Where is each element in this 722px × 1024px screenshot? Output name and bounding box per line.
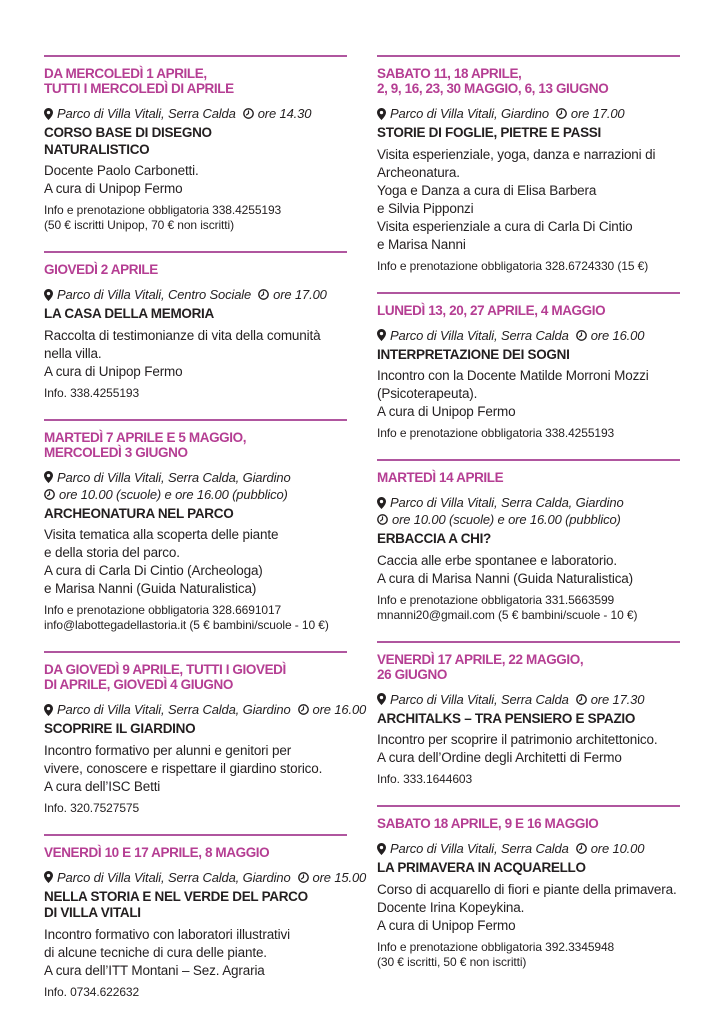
clock-icon [556, 108, 567, 119]
event-description [44, 926, 347, 980]
clock-icon [298, 704, 309, 715]
date-line: GIOVEDÌ 2 APRILE [44, 262, 158, 277]
meta-text: ore 17.30 [590, 691, 645, 707]
meta-text: ore 16.00 [312, 702, 367, 717]
date-line: SABATO 11, 18 APRILE, [377, 66, 522, 81]
location-pin-icon [44, 471, 53, 483]
description-line: Visita esperienziale, yoga, danza e narrazioni di [377, 146, 656, 162]
location-pin-icon [44, 289, 53, 301]
event-meta [44, 105, 347, 122]
location-pin-icon [377, 329, 386, 341]
event-description [44, 327, 347, 381]
title-line: NELLA STORIA E NEL VERDE DEL PARCO [44, 888, 308, 904]
meta-segment [377, 511, 621, 528]
meta-segment [377, 494, 624, 511]
event-date-heading [377, 303, 680, 318]
event-meta [377, 840, 680, 857]
clock-icon [377, 514, 388, 525]
event-meta-line [44, 869, 367, 886]
event-block [377, 55, 680, 292]
meta-text: ore 16.00 [590, 327, 645, 343]
event-title [377, 531, 680, 548]
date-line: 2, 9, 16, 23, 30 MAGGIO, 6, 13 GIUGNO [377, 81, 609, 96]
description-line: vivere, conoscere e rispettare il giardino storico. [44, 760, 323, 776]
date-line: VENERDÌ 10 E 17 APRILE, 8 MAGGIO [44, 844, 270, 860]
meta-segment [258, 286, 327, 303]
event-meta [44, 869, 367, 886]
event-block [44, 834, 367, 1018]
event-meta-line [44, 286, 347, 303]
description-line: Archeonatura. [377, 164, 460, 180]
meta-text: ore 17.00 [273, 287, 327, 302]
clock-icon [258, 289, 269, 300]
meta-segment [576, 691, 645, 708]
date-line: MARTEDÌ 14 APRILE [377, 470, 504, 485]
description-line: Caccia alle erbe spontanee e laboratorio. [377, 552, 618, 568]
title-line: ARCHEONATURA NEL PARCO [44, 505, 234, 521]
event-block [44, 55, 347, 251]
event-meta-line [44, 486, 347, 503]
location-pin-icon [377, 693, 386, 705]
description-line: A cura di Unipop Fermo [377, 404, 516, 419]
title-line: DI VILLA VITALI [44, 905, 141, 920]
description-line: A cura di Unipop Fermo [44, 181, 183, 196]
meta-segment [44, 701, 291, 718]
event-date-heading [377, 652, 680, 682]
description-line: Docente Irina Kopeykina. [377, 899, 525, 915]
meta-text: ore 10.00 (scuole) e ore 16.00 (pubblico) [59, 486, 288, 502]
meta-segment [576, 327, 645, 344]
event-date-heading [44, 430, 347, 460]
meta-segment [298, 701, 367, 718]
event-meta-line [377, 691, 680, 708]
description-line: (Psicoterapeuta). [377, 386, 478, 401]
event-meta-line [377, 494, 680, 511]
meta-text: Parco di Villa Vitali, Serra Calda [390, 327, 569, 343]
event-title [377, 125, 680, 142]
event-date-heading [44, 66, 347, 96]
title-line: ARCHITALKS – TRA PENSIERO E SPAZIO [377, 710, 636, 726]
meta-segment [298, 869, 367, 886]
date-line: MERCOLEDÌ 3 GIUGNO [44, 444, 188, 460]
description-line: e Marisa Nanni (Guida Naturalistica) [44, 581, 257, 596]
event-title [377, 860, 680, 877]
info-line: Info. 320.7527575 [44, 800, 140, 815]
event-block [44, 419, 347, 652]
meta-text: Parco di Villa Vitali, Serra Calda, Giardino [57, 869, 291, 885]
meta-text: ore 10.00 [590, 841, 645, 856]
event-meta-line [377, 105, 680, 122]
event-info [44, 801, 347, 816]
info-line: Info. 338.4255193 [44, 385, 140, 400]
description-line: e della storia del parco. [44, 545, 180, 560]
event-block [377, 805, 680, 988]
date-line: LUNEDÌ 13, 20, 27 APRILE, 4 MAGGIO [377, 302, 606, 318]
meta-text: Parco di Villa Vitali, Giardino [390, 106, 549, 121]
event-info [44, 603, 347, 633]
description-line: nella villa. [44, 345, 102, 361]
date-line: SABATO 18 APRILE, 9 E 16 MAGGIO [377, 816, 599, 831]
info-line: Info e prenotazione obbligatoria 328.6691017 [44, 603, 282, 617]
meta-text: Parco di Villa Vitali, Centro Sociale [57, 287, 252, 302]
clock-icon [243, 108, 254, 119]
date-line: VENERDÌ 17 APRILE, 22 MAGGIO, [377, 651, 584, 667]
column-right [377, 55, 680, 1018]
meta-segment [576, 840, 645, 857]
event-meta [377, 691, 680, 708]
location-pin-icon [377, 108, 386, 120]
event-meta-line [44, 469, 347, 486]
event-info [377, 426, 680, 441]
event-block [377, 641, 680, 806]
event-date-heading [44, 262, 347, 277]
location-pin-icon [44, 108, 53, 120]
event-block [44, 251, 347, 419]
event-meta-line [44, 105, 347, 122]
event-description [377, 552, 680, 588]
meta-text: Parco di Villa Vitali, Serra Calda, Giardino [57, 469, 291, 485]
event-description [377, 146, 680, 254]
event-date-heading [377, 66, 680, 96]
event-meta-line [377, 511, 680, 528]
title-line: NATURALISTICO [44, 141, 150, 157]
info-line: (50 € iscritti Unipop, 70 € non iscritti) [44, 218, 234, 232]
meta-text: Parco di Villa Vitali, Serra Calda, Giardino [390, 495, 624, 510]
location-pin-icon [377, 843, 386, 855]
event-date-heading [377, 816, 680, 831]
description-line: e Marisa Nanni [377, 236, 466, 252]
clock-icon [576, 694, 587, 705]
description-line: Incontro formativo per alunni e genitori per [44, 742, 292, 758]
info-line: Info. 0734.622632 [44, 984, 140, 999]
description-line: A cura di Marisa Nanni (Guida Naturalistica) [377, 570, 634, 586]
info-line: Info. 333.1644603 [377, 772, 473, 786]
description-line: A cura di Unipop Fermo [377, 917, 516, 933]
description-line: A cura di Carla Di Cintio (Archeologa) [44, 563, 263, 578]
info-line: (30 € iscritti, 50 € non iscritti) [377, 954, 527, 969]
meta-segment [377, 327, 569, 344]
event-description [44, 526, 347, 598]
event-description [377, 881, 680, 935]
description-line: e Silvia Pipponzi [377, 200, 474, 216]
event-title [377, 347, 680, 364]
date-line: MARTEDÌ 7 APRILE E 5 MAGGIO, [44, 429, 247, 445]
description-line: A cura dell’ITT Montani – Sez. Agraria [44, 962, 265, 978]
info-line: Info e prenotazione obbligatoria 338.4255193 [377, 426, 615, 440]
title-line: CORSO BASE DI DISEGNO [44, 125, 212, 140]
meta-text: Parco di Villa Vitali, Serra Calda, Giardino [57, 702, 291, 717]
event-meta [44, 469, 347, 503]
event-info [377, 940, 680, 970]
title-line: STORIE DI FOGLIE, PIETRE E PASSI [377, 125, 601, 140]
info-line: Info e prenotazione obbligatoria 392.3345948 [377, 939, 615, 954]
meta-segment [44, 486, 288, 503]
meta-text: Parco di Villa Vitali, Serra Calda [390, 841, 569, 856]
meta-text: ore 10.00 (scuole) e ore 16.00 (pubblico) [392, 512, 621, 527]
event-meta [377, 494, 680, 528]
meta-segment [243, 105, 312, 122]
meta-segment [377, 691, 569, 708]
meta-segment [377, 105, 549, 122]
event-meta-line [377, 840, 680, 857]
event-date-heading [44, 845, 347, 860]
date-line: DA MERCOLEDÌ 1 APRILE, [44, 66, 207, 81]
title-line: SCOPRIRE IL GIARDINO [44, 721, 196, 736]
meta-text: ore 17.00 [570, 106, 625, 121]
description-line: A cura dell’ISC Betti [44, 778, 161, 794]
meta-segment [556, 105, 625, 122]
event-block [44, 651, 367, 834]
event-info [44, 203, 347, 233]
meta-segment [44, 469, 291, 486]
description-line: Incontro con la Docente Matilde Morroni Mozzi [377, 368, 649, 383]
event-description [44, 742, 347, 796]
event-title [44, 125, 347, 158]
meta-text: ore 15.00 [312, 869, 367, 885]
description-line: Incontro per scoprire il patrimonio architettonico. [377, 732, 658, 747]
clock-icon [576, 330, 587, 341]
event-meta-line [44, 701, 367, 718]
event-description [377, 367, 680, 421]
event-info [44, 386, 347, 401]
description-line: A cura dell’Ordine degli Architetti di Fermo [377, 750, 622, 765]
event-date-heading [44, 662, 347, 692]
title-line: LA CASA DELLA MEMORIA [44, 306, 214, 321]
description-line: Visita esperienziale a cura di Carla Di Cintio [377, 218, 633, 234]
description-line: A cura di Unipop Fermo [44, 363, 183, 379]
event-block [377, 292, 680, 460]
event-meta [377, 105, 680, 122]
date-line: 26 GIUGNO [377, 666, 447, 682]
event-title [44, 721, 347, 738]
clock-icon [576, 843, 587, 854]
event-description [377, 731, 680, 767]
meta-text: Parco di Villa Vitali, Serra Calda [57, 106, 236, 121]
description-line: Docente Paolo Carbonetti. [44, 163, 199, 178]
event-title [377, 711, 680, 728]
event-meta [377, 327, 680, 344]
event-title [44, 506, 347, 523]
info-line: Info e prenotazione obbligatoria 331.5663599 [377, 592, 615, 607]
event-info [44, 985, 347, 1000]
location-pin-icon [377, 497, 386, 509]
clock-icon [44, 489, 55, 500]
info-line: info@labottegadellastoria.it (5 € bambini/scuole - 10 €) [44, 618, 329, 632]
date-line: DI APRILE, GIOVEDÌ 4 GIUGNO [44, 677, 233, 692]
meta-segment [377, 840, 569, 857]
event-title [44, 306, 347, 323]
description-line: Corso di acquarello di fiori e piante della primavera. [377, 881, 677, 897]
description-line: Raccolta di testimonianze di vita della comunità [44, 327, 321, 343]
description-line: Incontro formativo con laboratori illustrativi [44, 926, 290, 942]
event-title [44, 889, 347, 922]
info-line: Info e prenotazione obbligatoria 328.6724330 (15 €) [377, 258, 649, 273]
event-info [377, 772, 680, 787]
event-block [377, 459, 680, 641]
description-line: di alcune tecniche di cura delle piante. [44, 944, 267, 960]
info-line: Info e prenotazione obbligatoria 338.4255193 [44, 203, 282, 217]
event-meta-line [377, 327, 680, 344]
meta-segment [44, 105, 236, 122]
location-pin-icon [44, 704, 53, 716]
title-line: ERBACCIA A CHI? [377, 531, 491, 546]
description-line: Visita tematica alla scoperta delle piante [44, 527, 279, 542]
date-line: DA GIOVEDÌ 9 APRILE, TUTTI I GIOVEDÌ [44, 662, 286, 677]
description-line: Yoga e Danza a cura di Elisa Barbera [377, 182, 597, 198]
date-line: TUTTI I MERCOLEDÌ DI APRILE [44, 81, 234, 96]
event-info [377, 593, 680, 623]
location-pin-icon [44, 871, 53, 883]
event-description [44, 162, 347, 198]
meta-segment [44, 869, 291, 886]
info-line: mnanni20@gmail.com (5 € bambini/scuole - 10 €) [377, 607, 638, 622]
title-line: LA PRIMAVERA IN ACQUARELLO [377, 860, 586, 875]
event-meta [44, 701, 367, 718]
title-line: INTERPRETAZIONE DEI SOGNI [377, 346, 570, 362]
meta-segment [44, 286, 251, 303]
meta-text: ore 14.30 [257, 106, 312, 121]
event-meta [44, 286, 347, 303]
column-left [44, 55, 367, 1018]
event-info [377, 259, 680, 274]
clock-icon [298, 872, 309, 883]
event-date-heading [377, 470, 680, 485]
meta-text: Parco di Villa Vitali, Serra Calda [390, 691, 569, 707]
